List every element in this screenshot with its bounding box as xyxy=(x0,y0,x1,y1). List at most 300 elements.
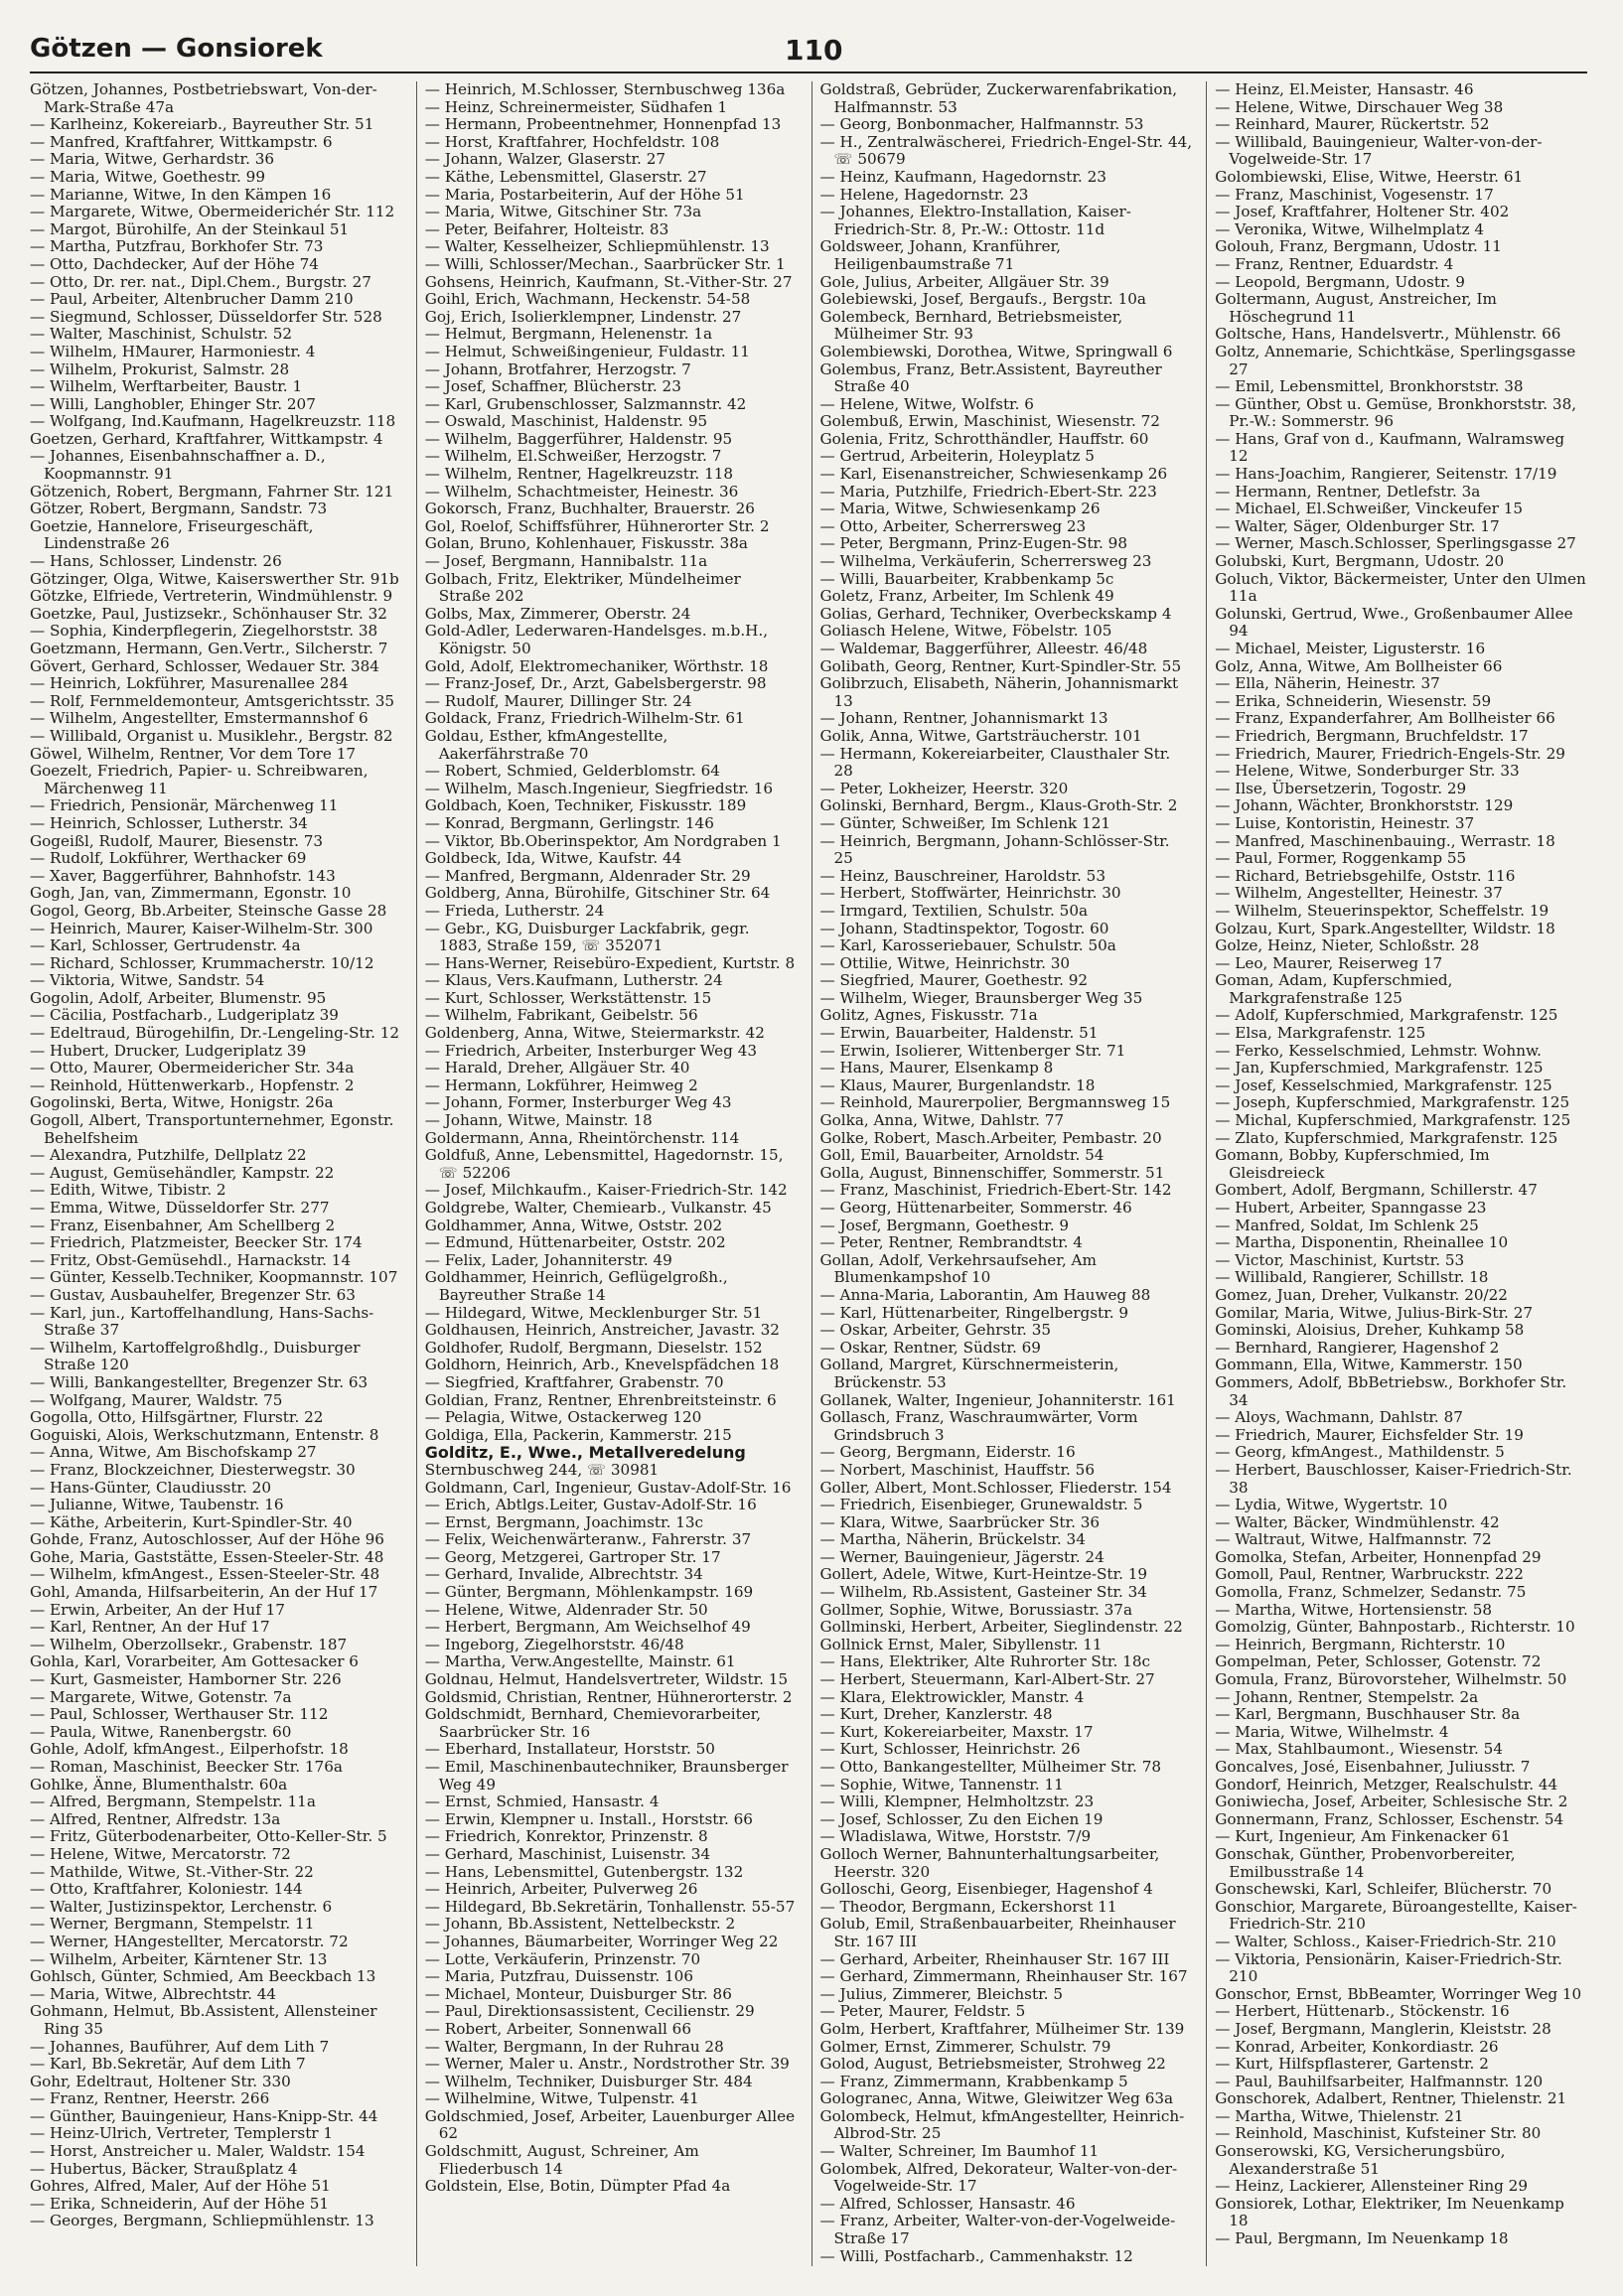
directory-entry: Goldschmidt, Bernhard, Chemievorarbeiter, Saarbrücker Str. 16 xyxy=(424,1705,762,1741)
directory-entry: Golinski, Bernhard, Bergm., Klaus-Groth-Str. 2 xyxy=(819,796,1178,815)
directory-entry: — Gerhard, Invalide, Albrechtstr. 34 xyxy=(424,1565,703,1584)
directory-entry: — Adolf, Kupferschmied, Markgrafenstr. 125 xyxy=(1215,1006,1558,1025)
directory-entry: — Horst, Kraftfahrer, Hochfeldstr. 108 xyxy=(424,132,720,151)
directory-entry: — Werner, Bergmann, Stempelstr. 11 xyxy=(30,1915,315,1934)
directory-entry: — Viktoria, Pensionärin, Kaiser-Friedrich-Str. 210 xyxy=(1215,1949,1562,1986)
directory-entry: Golembus, Franz, Betr.Assistent, Bayreuther Straße 40 xyxy=(819,359,1162,396)
directory-entry: Gollert, Adele, Witwe, Kurt-Heintze-Str. 19 xyxy=(819,1565,1148,1584)
column-3 xyxy=(812,81,1193,2266)
directory-entry: Goetzke, Paul, Justizsekr., Schönhauser Str. 32 xyxy=(30,604,387,623)
directory-entry: Gohla, Karl, Vorarbeiter, Am Gottesacker 6 xyxy=(30,1652,359,1671)
directory-entry: — Edmund, Hüttenarbeiter, Oststr. 202 xyxy=(424,1233,726,1252)
directory-entry: Golibath, Georg, Rentner, Kurt-Spindler-Str. 55 xyxy=(819,656,1182,675)
directory-entry: — Wilhelm, kfmAngest., Essen-Steeler-Str. 48 xyxy=(30,1565,380,1584)
directory-entry: Goltz, Annemarie, Schichtkäse, Sperlingsgasse 27 xyxy=(1215,342,1576,378)
directory-entry: — Walter, Maschinist, Schulstr. 52 xyxy=(30,325,293,344)
directory-entry: Gohlsch, Günter, Schmied, Am Beeckbach 13 xyxy=(30,1967,376,1986)
directory-entry: — Lotte, Verkäuferin, Prinzenstr. 70 xyxy=(424,1949,701,1968)
directory-entry: Goltermann, August, Anstreicher, Im Höschegrund 11 xyxy=(1215,290,1497,326)
directory-entry: — Peter, Maurer, Feldstr. 5 xyxy=(819,2002,1026,2021)
directory-entry: — Willi, Klempner, Helmholtzstr. 23 xyxy=(819,1793,1095,1811)
directory-entry: — Wilhelm, Arbeiter, Kärntener Str. 13 xyxy=(30,1949,328,1968)
directory-entry: — Josef, Kraftfahrer, Holtener Str. 402 xyxy=(1215,203,1510,221)
directory-entry: Gogolin, Adolf, Arbeiter, Blumenstr. 95 xyxy=(30,988,327,1007)
directory-entry: — Klara, Witwe, Saarbrücker Str. 36 xyxy=(819,1512,1101,1531)
directory-entry: — Alfred, Rentner, Alfredstr. 13a xyxy=(30,1809,281,1828)
directory-entry: — Otto, Dachdecker, Auf der Höhe 74 xyxy=(30,254,319,273)
directory-entry: — Reinhold, Maschinist, Kufsteiner Str. 80 xyxy=(1215,2124,1542,2143)
directory-entry: — Manfred, Soldat, Im Schlenk 25 xyxy=(1215,1216,1479,1234)
directory-entry: Goncalves, José, Eisenbahner, Juliusstr. 7 xyxy=(1215,1758,1531,1776)
directory-entry: Goman, Adam, Kupferschmied, Markgrafenstraße 125 xyxy=(1215,971,1453,1007)
directory-entry: Goldbach, Koen, Techniker, Fiskusstr. 189 xyxy=(424,796,747,815)
directory-entry: — Johannes, Bauführer, Auf dem Lith 7 xyxy=(30,2037,330,2056)
directory-entry: — Hans, Maurer, Elsenkamp 8 xyxy=(819,1059,1054,1077)
directory-entry: Goldsweer, Johann, Kranführer, Heiligenbaumstraße 71 xyxy=(819,237,1061,273)
directory-entry: — Willibald, Bauingenieur, Walter-von-der-Vogelweide-Str. 17 xyxy=(1215,132,1543,169)
directory-entry: Golitz, Agnes, Fiskusstr. 71a xyxy=(819,1006,1038,1025)
directory-entry: — Rudolf, Maurer, Dillinger Str. 24 xyxy=(424,691,692,710)
directory-entry: Gohmann, Helmut, Bb.Assistent, Allensteiner Ring 35 xyxy=(30,2002,377,2038)
directory-entry: Goihl, Erich, Wachmann, Heckenstr. 54-58 xyxy=(424,290,751,309)
directory-entry: — Friedrich, Maurer, Eichsfelder Str. 19 xyxy=(1215,1425,1524,1444)
directory-entry: — Friedrich, Bergmann, Bruchfeldstr. 17 xyxy=(1215,726,1529,745)
directory-entry: Gohl, Amanda, Hilfsarbeiterin, An der Huf 17 xyxy=(30,1583,378,1602)
directory-entry: — Friedrich, Konrektor, Prinzenstr. 8 xyxy=(424,1827,708,1846)
directory-entry: — Günter, Bergmann, Möhlenkampstr. 169 xyxy=(424,1583,754,1602)
directory-entry: — Siegfried, Maurer, Goethestr. 92 xyxy=(819,971,1089,990)
directory-entry: — H., Zentralwäscherei, Friedrich-Engel-Str. 44, ☏ 50679 xyxy=(819,132,1193,169)
directory-entry: — Viktor, Bb.Oberinspektor, Am Nordgraben 1 xyxy=(424,831,782,850)
directory-entry: — Hans, Schlosser, Lindenstr. 26 xyxy=(30,552,282,571)
directory-entry: Goldenberg, Anna, Witwe, Steiermarkstr. 42 xyxy=(424,1024,765,1043)
directory-entry: — Wilhelmine, Witwe, Tulpenstr. 41 xyxy=(424,2089,699,2108)
directory-entry: — Karl, Bergmann, Buschhauser Str. 8a xyxy=(1215,1705,1521,1724)
directory-entry: — Franz, Eisenbahner, Am Schellberg 2 xyxy=(30,1216,336,1234)
directory-entry: Gommann, Ella, Witwe, Kammerstr. 150 xyxy=(1215,1356,1523,1374)
directory-entry: — Gerhard, Zimmermann, Rheinhauser Str. 167 xyxy=(819,1967,1188,1986)
directory-entry: — Wilhelm, Fabrikant, Geibelstr. 56 xyxy=(424,1006,698,1025)
directory-entry: — Walter, Bäcker, Windmühlenstr. 42 xyxy=(1215,1512,1500,1531)
directory-entry: Gogh, Jan, van, Zimmermann, Egonstr. 10 xyxy=(30,884,352,903)
directory-entry: — Hermann, Kokereiarbeiter, Clausthaler Str. 28 xyxy=(819,744,1171,781)
directory-entry: Götzke, Elfriede, Vertreterin, Windmühlenstr. 9 xyxy=(30,587,393,606)
directory-entry: Goldberg, Anna, Bürohilfe, Gitschiner Str. 64 xyxy=(424,884,771,903)
directory-entry: — Robert, Schmied, Gelderblomstr. 64 xyxy=(424,762,720,781)
directory-entry: Goletz, Franz, Arbeiter, Im Schlenk 49 xyxy=(819,587,1114,606)
directory-entry: — Herbert, Hüttenarb., Stöckenstr. 16 xyxy=(1215,2002,1510,2021)
directory-entry: Golbach, Fritz, Elektriker, Mündelheimer Straße 202 xyxy=(424,569,741,606)
directory-entry: Goldschmied, Josef, Arbeiter, Lauenburger Allee 62 xyxy=(424,2106,796,2143)
directory-entry: Goller, Albert, Mont.Schlosser, Fliederstr. 154 xyxy=(819,1478,1172,1497)
directory-entry: Gole, Julius, Arbeiter, Allgäuer Str. 39 xyxy=(819,272,1109,291)
directory-entry: — Erwin, Arbeiter, An der Huf 17 xyxy=(30,1600,285,1619)
directory-entry: — Erwin, Klempner u. Install., Horststr. 66 xyxy=(424,1809,753,1828)
directory-entry: — Johann, Walzer, Glaserstr. 27 xyxy=(424,150,666,169)
directory-entry: — Klara, Elektrowickler, Manstr. 4 xyxy=(819,1687,1085,1706)
directory-entry: — Heinrich, Lokführer, Masurenallee 284 xyxy=(30,674,349,693)
directory-entry: — Karl, Hüttenarbeiter, Ringelbergstr. 9 xyxy=(819,1303,1129,1322)
directory-entry: — Johann, Bb.Assistent, Nettelbeckstr. 2 xyxy=(424,1915,736,1934)
directory-entry: Golouh, Franz, Bergmann, Udostr. 11 xyxy=(1215,237,1502,256)
directory-entry: Gonschorek, Adalbert, Rentner, Thielenstr. 21 xyxy=(1215,2089,1567,2108)
directory-entry: — Wilhelm, Angestellter, Heinestr. 37 xyxy=(1215,884,1503,903)
directory-entry: — Michal, Kupferschmied, Markgrafenstr. 125 xyxy=(1215,1111,1571,1130)
directory-entry: — Josef, Schaffner, Blücherstr. 23 xyxy=(424,377,681,396)
directory-entry: Goniwiecha, Josef, Arbeiter, Schlesische Str. 2 xyxy=(1215,1793,1568,1811)
directory-entry: — Werner, HAngestellter, Mercatorstr. 72 xyxy=(30,1932,349,1950)
directory-entry: Goldau, Esther, kfmAngestellte, Aakerfährstraße 70 xyxy=(424,726,668,763)
directory-entry: — Hubertus, Bäcker, Straußplatz 4 xyxy=(30,2159,298,2178)
directory-entry: — Wilhelm, Rentner, Hagelkreuzstr. 118 xyxy=(424,465,734,484)
directory-entry: — Wilhelm, Oberzollsekr., Grabenstr. 187 xyxy=(30,1635,348,1653)
directory-entry: — Johann, Rentner, Stempelstr. 2a xyxy=(1215,1687,1479,1706)
directory-entry: — Leopold, Bergmann, Udostr. 9 xyxy=(1215,272,1465,291)
directory-entry: — Peter, Rentner, Rembrandtstr. 4 xyxy=(819,1233,1083,1252)
directory-entry: Gohlke, Änne, Blumenthalstr. 60a xyxy=(30,1775,288,1794)
directory-entry: — Irmgard, Textilien, Schulstr. 50a xyxy=(819,901,1089,920)
directory-entry: Gohres, Alfred, Maler, Auf der Höhe 51 xyxy=(30,2177,331,2196)
directory-entry: — Karl, Rentner, An der Huf 17 xyxy=(30,1618,270,1637)
directory-entry: — Josef, Kesselschmied, Markgrafenstr. 125 xyxy=(1215,1076,1552,1094)
directory-entry: Gogeißl, Rudolf, Maurer, Biesenstr. 73 xyxy=(30,831,324,850)
directory-entry: — Maria, Witwe, Albrechtstr. 44 xyxy=(30,1984,277,2003)
directory-entry: Golebiewski, Josef, Bergaufs., Bergstr. 10a xyxy=(819,290,1146,309)
directory-entry: — Alfred, Bergmann, Stempelstr. 11a xyxy=(30,1793,316,1811)
directory-entry: — Elsa, Markgrafenstr. 125 xyxy=(1215,1024,1426,1043)
directory-entry: — Alfred, Schlosser, Hansastr. 46 xyxy=(819,2194,1076,2213)
directory-entry: — Pelagia, Witwe, Ostackerweg 120 xyxy=(424,1408,702,1427)
directory-entry: — Martha, Putzfrau, Borkhofer Str. 73 xyxy=(30,237,324,256)
directory-entry: — Hubert, Arbeiter, Spanngasse 23 xyxy=(1215,1199,1487,1217)
directory-entry: Gondorf, Heinrich, Metzger, Realschulstr. 44 xyxy=(1215,1775,1558,1794)
directory-entry: Goetzmann, Hermann, Gen.Vertr., Silcherstr. 7 xyxy=(30,640,388,657)
directory-entry: — Paula, Witwe, Ranenbergstr. 60 xyxy=(30,1722,292,1741)
directory-entry: — Helmut, Schweißingenieur, Fuldastr. 11 xyxy=(424,342,750,360)
directory-entry: Gonsiorek, Lothar, Elektriker, Im Neuenkamp 18 xyxy=(1215,2194,1564,2230)
directory-entry: — Friedrich, Maurer, Friedrich-Engels-Str. 29 xyxy=(1215,744,1565,763)
directory-entry: Goluch, Viktor, Bäckermeister, Unter den Ulmen 11a xyxy=(1215,569,1586,606)
directory-entry: Goldmann, Carl, Ingenieur, Gustav-Adolf-Str. 16 xyxy=(424,1478,792,1497)
directory-entry: — Wilhelm, Angestellter, Emstermannshof 6 xyxy=(30,709,369,728)
directory-entry: Golditz, E., Wwe., Metallveredelung xyxy=(424,1443,746,1463)
directory-entry: — Gerhard, Maschinist, Luisenstr. 34 xyxy=(424,1844,711,1863)
directory-entry: — Manfred, Bergmann, Aldenrader Str. 29 xyxy=(424,866,751,885)
directory-entry: Gollan, Adolf, Verkehrsaufseher, Am Blumenkampshof 10 xyxy=(819,1250,1097,1287)
directory-entry: Gompelman, Peter, Schlosser, Gotenstr. 72 xyxy=(1215,1652,1542,1671)
directory-entry: — Wilhelma, Verkäuferin, Scherrersweg 23 xyxy=(819,552,1152,571)
directory-entry: — Georges, Bergmann, Schliepmühlenstr. 13 xyxy=(30,2212,374,2230)
directory-entry: — Josef, Bergmann, Hannibalstr. 11a xyxy=(424,552,708,571)
directory-entry: — Werner, Bauingenieur, Jägerstr. 24 xyxy=(819,1547,1105,1566)
directory-entry: — Käthe, Lebensmittel, Glaserstr. 27 xyxy=(424,167,707,186)
directory-entry: Golbs, Max, Zimmerer, Oberstr. 24 xyxy=(424,604,691,623)
directory-entry: — Karl, Grubenschlosser, Salzmannstr. 42 xyxy=(424,394,747,413)
directory-entry: — Erika, Schneiderin, Auf der Höhe 51 xyxy=(30,2194,330,2213)
directory-entry: Gonschewski, Karl, Schleifer, Blücherstr. 70 xyxy=(1215,1880,1552,1899)
directory-entry: Golik, Anna, Witwe, Gartsträucherstr. 101 xyxy=(819,726,1142,745)
directory-entry: Gogoll, Albert, Transportunternehmer, Egonstr. Behelfsheim xyxy=(30,1111,394,1147)
directory-entry: Goldbeck, Ida, Witwe, Kaufstr. 44 xyxy=(424,849,682,868)
directory-entry: Golzau, Kurt, Spark.Angestellter, Wildstr. 18 xyxy=(1215,919,1555,937)
directory-entry: Golla, August, Binnenschiffer, Sommerstr. 51 xyxy=(819,1163,1165,1182)
directory-entry: — Walter, Justizinspektor, Lerchenstr. 6 xyxy=(30,1897,333,1916)
directory-entry: — Günther, Bauingenieur, Hans-Knipp-Str. 44 xyxy=(30,2106,378,2125)
directory-entry: — Rudolf, Lokführer, Werthacker 69 xyxy=(30,849,307,868)
directory-entry: — Maria, Putzhilfe, Friedrich-Ebert-Str. 223 xyxy=(819,482,1157,501)
directory-entry: — Ernst, Bergmann, Joachimstr. 13c xyxy=(424,1512,704,1531)
directory-entry: — Reinhard, Maurer, Rückertstr. 52 xyxy=(1215,115,1490,134)
directory-entry: Gold-Adler, Lederwaren-Handelsges. m.b.H., Königstr. 50 xyxy=(424,622,769,657)
directory-entry: — Werner, Masch.Schlosser, Sperlingsgasse 27 xyxy=(1215,534,1576,553)
directory-entry: — Erwin, Isolierer, Wittenberger Str. 71 xyxy=(819,1041,1126,1060)
directory-entry: Gohr, Edeltraut, Holtener Str. 330 xyxy=(30,2072,291,2090)
directory-entry: — Georg, kfmAngest., Mathildenstr. 5 xyxy=(1215,1443,1505,1462)
directory-entry: — Robert, Arbeiter, Sonnenwall 66 xyxy=(424,2019,692,2038)
directory-entry: — Maria, Putzfrau, Duissenstr. 106 xyxy=(424,1967,693,1986)
directory-entry: — Heinz, Bauschreiner, Haroldstr. 53 xyxy=(819,866,1106,885)
directory-entry: — Mathilde, Witwe, St.-Vither-Str. 22 xyxy=(30,1862,314,1881)
directory-entry: — Kurt, Gasmeister, Hamborner Str. 226 xyxy=(30,1670,342,1689)
directory-entry: Sternbuschweg 244, ☏ 30981 xyxy=(424,1460,660,1479)
directory-entry: — Werner, Maler u. Anstr., Nordstrother Str. 39 xyxy=(424,2055,790,2074)
directory-entry: Golod, August, Betriebsmeister, Strohweg 22 xyxy=(819,2055,1166,2074)
directory-entry: — Karl, Bb.Sekretär, Auf dem Lith 7 xyxy=(30,2055,306,2074)
directory-entry: Gomolzig, Günter, Bahnpostarb., Richterstr. 10 xyxy=(1215,1618,1575,1637)
directory-entry: — Hans-Joachim, Rangierer, Seitenstr. 17/19 xyxy=(1215,465,1557,484)
directory-entry: — Käthe, Arbeiterin, Kurt-Spindler-Str. 40 xyxy=(30,1512,353,1531)
directory-entry: Gonschor, Ernst, BbBeamter, Worringer Weg 10 xyxy=(1215,1984,1582,2003)
directory-entry: — Johann, Stadtinspektor, Togostr. 60 xyxy=(819,919,1109,937)
directory-entry: — Hubert, Drucker, Ludgeriplatz 39 xyxy=(30,1041,307,1060)
directory-entry: — Aloys, Wachmann, Dahlstr. 87 xyxy=(1215,1408,1463,1427)
directory-entry: Gogol, Georg, Bb.Arbeiter, Steinsche Gasse 28 xyxy=(30,901,387,920)
directory-entry: — Manfred, Maschinenbauing., Werrastr. 18 xyxy=(1215,831,1555,850)
directory-entry: Goldhausen, Heinrich, Anstreicher, Javastr. 32 xyxy=(424,1321,780,1340)
directory-entry: Golembiewski, Dorothea, Witwe, Springwall 6 xyxy=(819,342,1173,360)
directory-entry: Gomula, Franz, Bürovorsteher, Wilhelmstr. 50 xyxy=(1215,1670,1567,1689)
directory-entry: — Johann, Former, Insterburger Weg 43 xyxy=(424,1093,732,1112)
directory-entry: — Johannes, Eisenbahnschaffner a. D., Koopmannstr. 91 xyxy=(30,447,326,484)
directory-entry: Golland, Margret, Kürschnermeisterin, Brückenstr. 53 xyxy=(819,1356,1119,1391)
directory-entry: — Ernst, Schmied, Hansastr. 4 xyxy=(424,1793,660,1811)
directory-entry: — Günter, Kesselb.Techniker, Koopmannstr. 107 xyxy=(30,1268,398,1287)
directory-entry: — Josef, Bergmann, Manglerin, Kleiststr. 28 xyxy=(1215,2019,1551,2038)
directory-entry: — Lydia, Witwe, Wygertstr. 10 xyxy=(1215,1496,1448,1514)
directory-entry: — Wilhelm, Steuerinspektor, Scheffelstr. 19 xyxy=(1215,901,1549,920)
directory-entry: — Erika, Schneiderin, Wiesenstr. 59 xyxy=(1215,691,1492,710)
column-4 xyxy=(1206,81,1587,2266)
page-number: 110 xyxy=(785,34,843,67)
directory-entry: — Willi, Bauarbeiter, Krabbenkamp 5c xyxy=(819,569,1114,588)
directory-entry: Golke, Robert, Masch.Arbeiter, Pembastr. 20 xyxy=(819,1128,1162,1147)
directory-entry: — Gustav, Ausbauhelfer, Bregenzer Str. 63 xyxy=(30,1285,356,1304)
directory-entry: Gollanek, Walter, Ingenieur, Johanniterstr. 161 xyxy=(819,1390,1176,1409)
directory-entry: Gokorsch, Franz, Buchhalter, Brauerstr. 26 xyxy=(424,500,755,518)
directory-entry: — Franz, Zimmermann, Krabbenkamp 5 xyxy=(819,2072,1128,2090)
directory-entry: — Klaus, Vers.Kaufmann, Lutherstr. 24 xyxy=(424,971,723,990)
directory-entry: — Margarete, Witwe, Gotenstr. 7a xyxy=(30,1687,292,1706)
directory-entry: — Wilhelm, El.Schweißer, Herzogstr. 7 xyxy=(424,447,722,466)
directory-entry: — Rolf, Fernmeldemonteur, Amtsgerichtsstr. 35 xyxy=(30,691,395,710)
directory-entry: Golze, Heinz, Nieter, Schloßstr. 28 xyxy=(1215,936,1480,955)
directory-entry: Goetzie, Hannelore, Friseurgeschäft, Lindenstraße 26 xyxy=(30,516,314,553)
directory-columns xyxy=(30,81,1587,2266)
directory-entry: Götzinger, Olga, Witwe, Kaiserswerther Str. 91b xyxy=(30,569,399,588)
directory-entry: — Walter, Bergmann, In der Ruhrau 28 xyxy=(424,2037,724,2056)
directory-entry: — Maria, Witwe, Schwiesenkamp 26 xyxy=(819,500,1101,518)
directory-entry: — Ilse, Übersetzerin, Togostr. 29 xyxy=(1215,779,1467,797)
directory-entry: — Jan, Kupferschmied, Markgrafenstr. 125 xyxy=(1215,1059,1544,1077)
directory-entry: — Marianne, Witwe, In den Kämpen 16 xyxy=(30,185,332,204)
directory-entry: — Julius, Zimmerer, Bleichstr. 5 xyxy=(819,1984,1063,2003)
directory-entry: Goldstein, Else, Botin, Dümpter Pfad 4a xyxy=(424,2177,731,2196)
directory-entry: Golz, Anna, Witwe, Am Bollheister 66 xyxy=(1215,656,1503,675)
directory-entry: — Franz, Maschinist, Friedrich-Ebert-Str. 142 xyxy=(819,1181,1172,1200)
directory-entry: — Hildegard, Bb.Sekretärin, Tonhallenstr. 55-57 xyxy=(424,1897,796,1916)
directory-entry: Golias, Gerhard, Techniker, Overbeckskamp 4 xyxy=(819,604,1172,623)
directory-entry: — Willi, Bankangestellter, Bregenzer Str. 63 xyxy=(30,1372,369,1391)
directory-entry: — Helene, Witwe, Aldenrader Str. 50 xyxy=(424,1600,708,1619)
directory-entry: Goll, Emil, Bauarbeiter, Arnoldstr. 54 xyxy=(819,1146,1105,1165)
directory-entry: — Gebr., KG, Duisburger Lackfabrik, gegr. 1883, Straße 159, ☏ 352071 xyxy=(424,919,750,955)
directory-entry: Goguiski, Alois, Werkschutzmann, Entenstr. 8 xyxy=(30,1425,379,1444)
directory-entry: — Franz, Rentner, Eduardstr. 4 xyxy=(1215,254,1454,273)
directory-entry: — Johann, Witwe, Mainstr. 18 xyxy=(424,1111,653,1130)
directory-entry: — Franz-Josef, Dr., Arzt, Gabelsbergerstr. 98 xyxy=(424,674,767,693)
directory-entry: — Harald, Dreher, Allgäuer Str. 40 xyxy=(424,1059,690,1077)
directory-entry: — Norbert, Maschinist, Hauffstr. 56 xyxy=(819,1460,1096,1479)
directory-entry: Goldfuß, Anne, Lebensmittel, Hagedornstr. 15, ☏ 52206 xyxy=(424,1146,784,1182)
directory-entry: — Georg, Metzgerei, Gartroper Str. 17 xyxy=(424,1547,721,1566)
directory-entry: — Heinrich, Bergmann, Johann-Schlösser-Str. 25 xyxy=(819,831,1170,868)
directory-entry: Goldhorn, Heinrich, Arb., Knevelspfädchen 18 xyxy=(424,1356,780,1374)
directory-entry: — Franz, Maschinist, Vogesenstr. 17 xyxy=(1215,185,1494,204)
directory-entry: — Erwin, Bauarbeiter, Haldenstr. 51 xyxy=(819,1024,1099,1043)
directory-entry: — Roman, Maschinist, Beecker Str. 176a xyxy=(30,1758,343,1776)
directory-entry: Golloschi, Georg, Eisenbieger, Hagenshof 4 xyxy=(819,1880,1153,1899)
directory-entry: — Johann, Wächter, Bronkhorststr. 129 xyxy=(1215,796,1514,815)
directory-entry: — Michael, El.Schweißer, Vinckeufer 15 xyxy=(1215,500,1524,518)
directory-entry: — Ferko, Kesselschmied, Lehmstr. Wohnw. xyxy=(1215,1041,1542,1060)
directory-entry: — Konrad, Bergmann, Gerlingstr. 146 xyxy=(424,813,714,832)
directory-entry: — Josef, Bergmann, Goethestr. 9 xyxy=(819,1216,1070,1234)
directory-entry: Golm, Herbert, Kraftfahrer, Mülheimer Str. 139 xyxy=(819,2019,1185,2038)
directory-entry: Gomilar, Maria, Witwe, Julius-Birk-Str. 27 xyxy=(1215,1303,1534,1322)
directory-entry: — Julianne, Witwe, Taubenstr. 16 xyxy=(30,1496,284,1514)
directory-entry: — Wilhelm, HMaurer, Harmoniestr. 4 xyxy=(30,342,316,360)
directory-entry: — Wilhelm, Rb.Assistent, Gasteiner Str. 34 xyxy=(819,1583,1147,1602)
directory-entry: — Wilhelm, Techniker, Duisburger Str. 484 xyxy=(424,2072,753,2090)
directory-entry: — Siegfried, Kraftfahrer, Grabenstr. 70 xyxy=(424,1372,724,1391)
directory-entry: — Hermann, Lokführer, Heimweg 2 xyxy=(424,1076,698,1094)
directory-entry: — Peter, Lokheizer, Heerstr. 320 xyxy=(819,779,1069,797)
column-1 xyxy=(30,81,402,2266)
directory-entry: — Günther, Obst u. Gemüse, Bronkhorststr. 38, Pr.-W.: Sommerstr. 96 xyxy=(1215,394,1577,431)
directory-entry: Gonschior, Margarete, Büroangestellte, Kaiser-Friedrich-Str. 210 xyxy=(1215,1897,1577,1934)
directory-entry: — Maria, Witwe, Gitschiner Str. 73a xyxy=(424,203,702,221)
directory-entry: Golibrzuch, Elisabeth, Näherin, Johannismarkt 13 xyxy=(819,674,1179,710)
directory-entry: — Willi, Schlosser/Mechan., Saarbrücker Str. 1 xyxy=(424,254,786,273)
directory-entry: Gollasch, Franz, Waschraumwärter, Vorm Grindsbruch 3 xyxy=(819,1408,1138,1444)
directory-entry: Goliasch Helene, Witwe, Föbelstr. 105 xyxy=(819,622,1112,641)
directory-entry: — Anna-Maria, Laborantin, Am Hauweg 88 xyxy=(819,1285,1151,1304)
directory-entry: Gomann, Bobby, Kupferschmied, Im Gleisdreieck xyxy=(1215,1146,1490,1182)
directory-entry: Goldnau, Helmut, Handelsvertreter, Wildstr. 15 xyxy=(424,1670,789,1689)
directory-entry: Golembuß, Erwin, Maschinist, Wiesenstr. 72 xyxy=(819,412,1160,431)
directory-entry: — Siegmund, Schlosser, Düsseldorfer Str. 528 xyxy=(30,307,382,326)
directory-entry: — Paul, Schlosser, Werthauser Str. 112 xyxy=(30,1705,329,1724)
directory-entry: — Willibald, Rangierer, Schillstr. 18 xyxy=(1215,1268,1489,1287)
directory-entry: — Helene, Witwe, Wolfstr. 6 xyxy=(819,394,1034,413)
directory-entry: — Maria, Witwe, Wilhelmstr. 4 xyxy=(1215,1722,1449,1741)
directory-entry: — Otto, Dr. rer. nat., Dipl.Chem., Burgstr. 27 xyxy=(30,272,371,291)
directory-entry: — Karl, jun., Kartoffelhandlung, Hans-Sachs-Straße 37 xyxy=(30,1303,374,1340)
directory-entry: Gövert, Gerhard, Schlosser, Wedauer Str. 384 xyxy=(30,656,379,675)
directory-entry: — Helene, Witwe, Sonderburger Str. 33 xyxy=(1215,762,1520,781)
directory-entry: Goldhofer, Rudolf, Bergmann, Dieselstr. 152 xyxy=(424,1338,763,1357)
directory-entry: — Heinz-Ulrich, Vertreter, Templerstr 1 xyxy=(30,2124,334,2143)
directory-entry: — Joseph, Kupferschmied, Markgrafenstr. 125 xyxy=(1215,1093,1570,1112)
directory-entry: — Herbert, Stoffwärter, Heinrichstr. 30 xyxy=(819,884,1121,903)
directory-entry: — Heinz, El.Meister, Hansastr. 46 xyxy=(1215,81,1474,98)
directory-entry: Göwel, Wilhelm, Rentner, Vor dem Tore 17 xyxy=(30,744,357,763)
directory-entry: Gomoll, Paul, Rentner, Warbruckstr. 222 xyxy=(1215,1565,1524,1584)
directory-entry: — Reinhold, Hüttenwerkarb., Hopfenstr. 2 xyxy=(30,1076,355,1094)
directory-entry: — Paul, Bauhilfsarbeiter, Halfmannstr. 120 xyxy=(1215,2072,1544,2090)
directory-entry: — Josef, Schlosser, Zu den Eichen 19 xyxy=(819,1809,1104,1828)
directory-entry: — Emil, Maschinenbautechniker, Braunsberger Weg 49 xyxy=(424,1758,789,1794)
directory-entry: Golembeck, Bernhard, Betriebsmeister, Mülheimer Str. 93 xyxy=(819,307,1123,344)
directory-entry: — Georg, Hüttenarbeiter, Sommerstr. 46 xyxy=(819,1199,1132,1217)
directory-entry: — Willi, Langhobler, Ehinger Str. 207 xyxy=(30,394,316,413)
directory-entry: — Kurt, Dreher, Kanzlerstr. 48 xyxy=(819,1705,1053,1724)
directory-entry: — Paul, Former, Roggenkamp 55 xyxy=(1215,849,1467,868)
directory-entry: — Georg, Bonbonmacher, Halfmannstr. 53 xyxy=(819,115,1144,134)
directory-entry: — Margarete, Witwe, Obermeiderichér Str. 112 xyxy=(30,203,395,221)
directory-entry: — Paul, Direktionsassistent, Cecilienstr. 29 xyxy=(424,2002,755,2021)
directory-entry: — Leo, Maurer, Reiserweg 17 xyxy=(1215,953,1443,972)
directory-entry: — Max, Stahlbaumont., Wiesenstr. 54 xyxy=(1215,1740,1503,1759)
directory-entry: — Alexandra, Putzhilfe, Dellplatz 22 xyxy=(30,1146,307,1165)
directory-entry: — Kurt, Schlosser, Werkstättenstr. 15 xyxy=(424,988,712,1007)
directory-entry: — Oskar, Rentner, Südstr. 69 xyxy=(819,1338,1041,1357)
directory-entry: — Ottilie, Witwe, Heinrichstr. 30 xyxy=(819,953,1071,972)
directory-entry: — Cäcilia, Postfacharb., Ludgeriplatz 39 xyxy=(30,1006,339,1025)
directory-entry: Gombert, Adolf, Bergmann, Schillerstr. 47 xyxy=(1215,1181,1538,1200)
directory-entry: — Hermann, Rentner, Detlefstr. 3a xyxy=(1215,482,1481,501)
directory-entry: — Walter, Schreiner, Im Baumhof 11 xyxy=(819,2142,1100,2161)
directory-entry: — Wilhelm, Werftarbeiter, Baustr. 1 xyxy=(30,377,303,396)
directory-entry: — Günter, Schweißer, Im Schlenk 121 xyxy=(819,813,1111,832)
directory-entry: — Anna, Witwe, Am Bischofskamp 27 xyxy=(30,1443,317,1462)
directory-entry: — Heinz, Lackierer, Allensteiner Ring 29 xyxy=(1215,2177,1528,2196)
directory-entry: Götzen, Johannes, Postbetriebswart, Von-der-Mark-Straße 47a xyxy=(30,81,377,116)
directory-entry: — Manfred, Kraftfahrer, Wittkampstr. 6 xyxy=(30,132,333,151)
directory-entry: — Margot, Bürohilfe, An der Steinkaul 51 xyxy=(30,219,350,238)
directory-entry: — Wilhelm, Baggerführer, Haldenstr. 95 xyxy=(424,429,733,448)
directory-entry: — Friedrich, Pensionär, Märchenweg 11 xyxy=(30,796,339,815)
directory-entry: Gomez, Juan, Dreher, Vulkanstr. 20/22 xyxy=(1215,1285,1508,1304)
directory-entry: — Hans, Graf von d., Kaufmann, Walramsweg 12 xyxy=(1215,429,1565,466)
directory-entry: — Franz, Blockzeichner, Diesterwegstr. 30 xyxy=(30,1460,356,1479)
column-2 xyxy=(416,81,798,2266)
directory-entry: — Wolfgang, Maurer, Waldstr. 75 xyxy=(30,1390,283,1409)
directory-entry: Gollmer, Sophie, Witwe, Borussiastr. 37a xyxy=(819,1600,1132,1619)
directory-entry: Goezelt, Friedrich, Papier- u. Schreibwaren, Märchenweg 11 xyxy=(30,762,369,797)
directory-entry: Gonschak, Günther, Probenvorbereiter, Emilbusstraße 14 xyxy=(1215,1844,1516,1881)
directory-entry: — Walter, Kesselheizer, Schliepmühlenstr. 13 xyxy=(424,237,770,256)
